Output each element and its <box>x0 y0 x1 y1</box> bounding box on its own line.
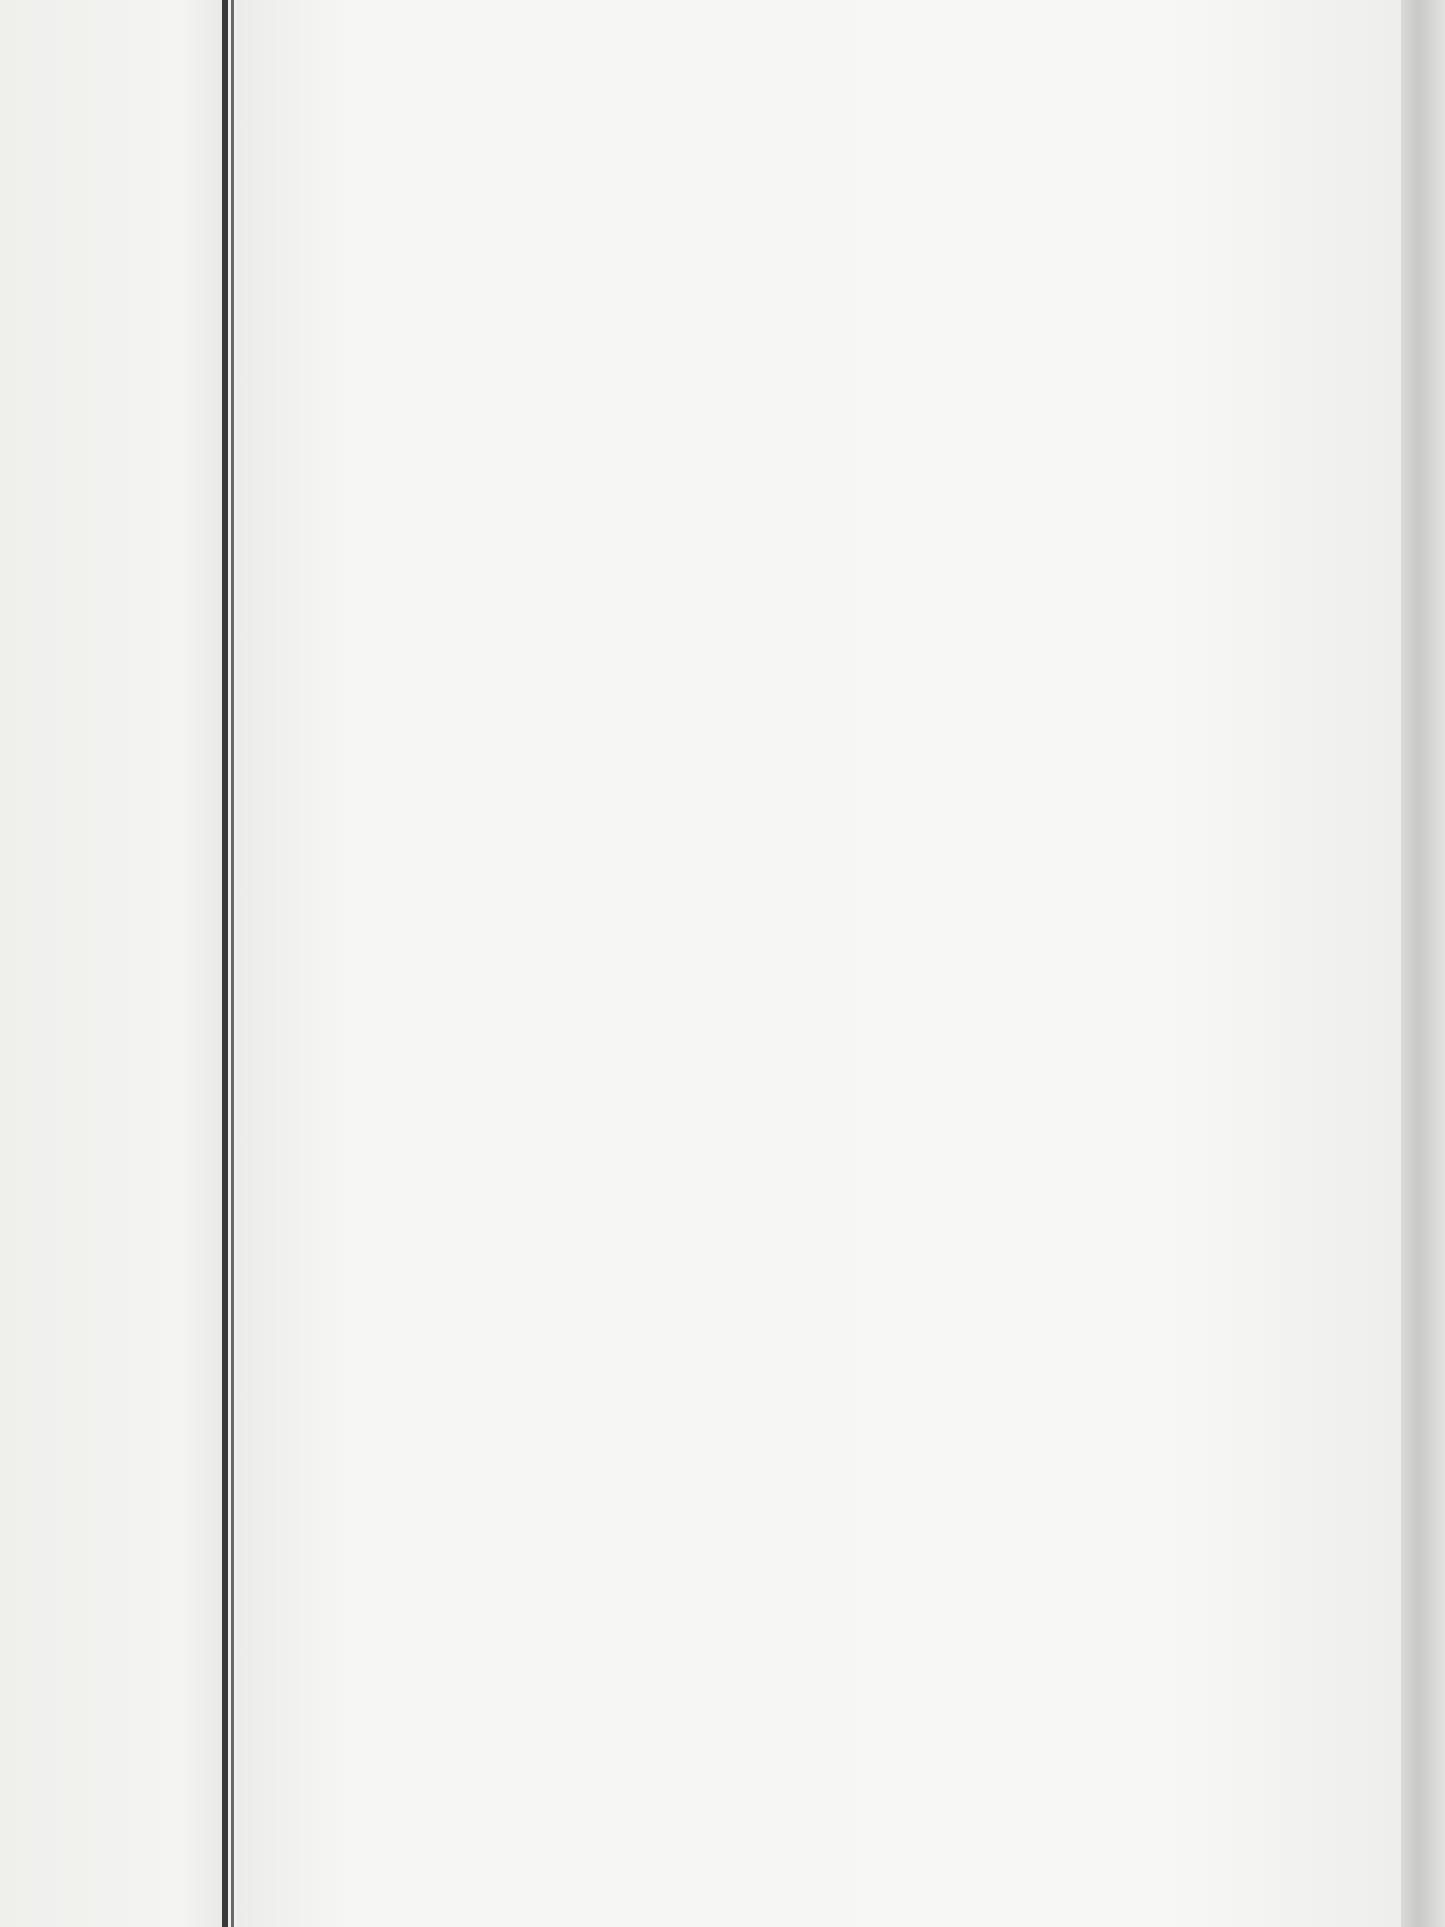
page-edge <box>1401 0 1445 1927</box>
table-of-contents <box>270 134 1315 156</box>
book-spine-rule-thin <box>231 0 234 1927</box>
book-spine-rule <box>222 0 228 1927</box>
facing-page <box>0 0 225 1927</box>
toc-page <box>236 0 1401 1927</box>
